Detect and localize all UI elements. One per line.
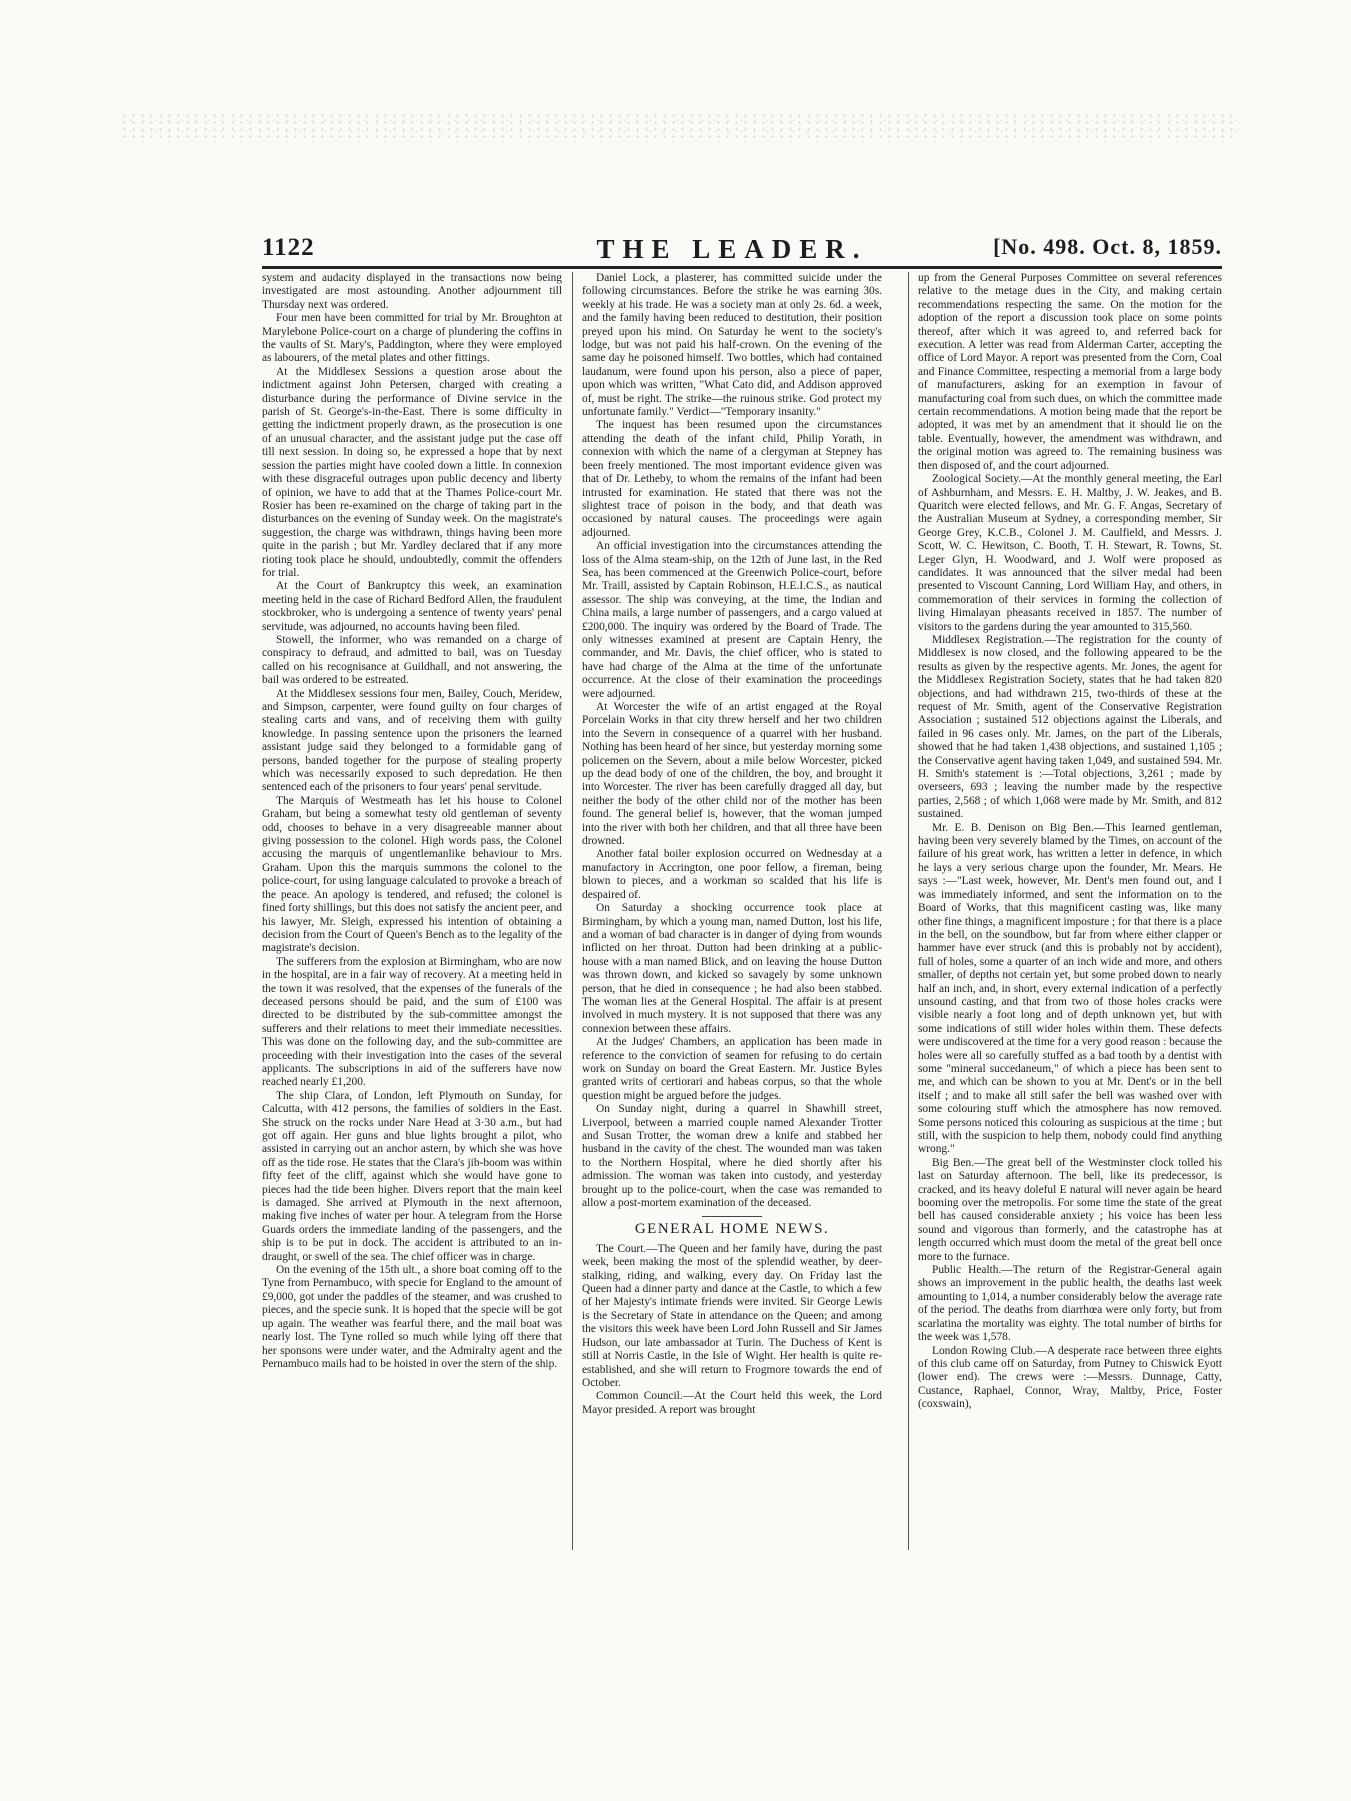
- article-paragraph: Public Health.—The return of the Registrar-General again shows an improvement in the public health, the deaths last week amounting to 1,014, a number considerably below the average rate of the period. The deaths from diarrhœa were only forty, but from scarlatina the mortality was eighty. The total number of births for the week was 1,578.: [918, 1264, 1222, 1344]
- article-paragraph: The Court.—The Queen and her family have, during the past week, been making the most of the splendid weather, by deer-stalking, riding, and walking, every day. On Friday last the Queen had a dinner party and dance at the Castle, to which a few of her Majesty's intimate friends were invited. Sir George Lewis is the Secretary of State in attendance on the Queen; and among the visitors this week have been Lord John Russell and Sir James Hudson, our late ambassador at Turin. The Duchess of Kent is still at Norris Castle, in the Isle of Wight. Her health is quite re-established, and she will return to Frogmore towards the end of October.: [582, 1242, 882, 1389]
- article-paragraph: Stowell, the informer, who was remanded on a charge of conspiracy to defraud, and admitted to bail, was on Tuesday called on his recognisance at Guildhall, and not answering, the bail was ordered to be estreated.: [262, 633, 562, 687]
- article-paragraph: Four men have been committed for trial by Mr. Broughton at Marylebone Police-court on a charge of plundering the coffins in the vaults of St. Mary's, Paddington, where they were employed as labourers, of the metal plates and other fittings.: [262, 312, 562, 365]
- article-paragraph: Mr. E. B. Denison on Big Ben.—This learned gentleman, having been very severely blamed by the Times, on account of the failure of his great work, has written a letter in defence, in which he lays a very serious charge upon the founder, Mr. Mears. He says :—"Last week, however, Mr. Dent's men found out, and I was immediately informed, and sent the information on to the Board of Works, that this magnificent casting was, like many other fine things, a magnificent imposture ; for that there is a place in the bell, on the soundbow, but far from where either clapper or hammer have ever struck (and this is probably not by accident), full of holes, some a quarter of an inch wide and more, and others smaller, of depths not certain yet, but some probed down to nearly half an inch, and, in short, every external indication of a perfectly unsound casting, and that from two of those holes cracks were visible nearly a foot long and of depth unknown yet, but with some indications of still wider holes within them. These defects were undiscovered at the time for a very good reason : because the holes were all so carefully stuffed as a bad tooth by a dentist with some "mineral succedaneum," of which a piece has been sent to me, and which can be shown to you at Mr. Dent's or in the bell itself ; and to make all still safer the bell was washed over with some colouring stuff which the atmosphere has now removed. Some persons noticed this colouring as suspicious at the time ; but still, with the suspicion to help them, nobody could find anything wrong.": [918, 821, 1222, 1156]
- column-2: [582, 272, 882, 1552]
- article-paragraph: Another fatal boiler explosion occurred on Wednesday at a manufactory in Accrington, one poor fellow, a fireman, being blown to pieces, and a workman so scalded that his life is despaired of.: [582, 848, 882, 901]
- article-paragraph: At Worcester the wife of an artist engaged at the Royal Porcelain Works in that city threw herself and her two children into the Severn in consequence of a quarrel with her husband. Nothing has been heard of her since, but yesterday morning some policemen on the Severn, about a mile below Worcester, picked up the dead body of one of the children, the boy, and brought it into Worcester. The river has been carefully dragged all day, but neither the body of the other child nor of the mother has been found. The general belief is, however, that the woman jumped into the river with both her children, and that all three have been drowned.: [582, 701, 882, 848]
- section-heading: GENERAL HOME NEWS.: [634, 1221, 830, 1238]
- article-paragraph: At the Judges' Chambers, an application has been made in reference to the conviction of seamen for refusing to do certain work on Sunday on board the Great Eastern. Mr. Justice Byles granted writs of certiorari and habeas corpus, so that the whole question might be argued before the judges.: [582, 1036, 882, 1102]
- header-rule: [262, 266, 1222, 269]
- article-paragraph: The ship Clara, of London, left Plymouth on Sunday, for Calcutta, with 412 persons, the families of soldiers in the East. She struck on the rocks under Nare Head at 3·30 a.m., but had got off again. Her guns and blue lights brought a pilot, who assisted in carrying out an anchor astern, by which she was hove off as the tide rose. He states that the Clara's jib-boom was within fifty feet of the cliff, against which she would have gone to pieces had the tide been higher. Divers report that the main keel is damaged. She arrived at Plymouth in the next afternoon, making five inches of water per hour. A telegram from the Horse Guards orders the immediate landing of the passengers, and the ship is to be put in dock. The accident is attributed to an in-draught, or swell of the sea. The chief officer was in charge.: [262, 1089, 562, 1263]
- article-paragraph: up from the General Purposes Committee on several references relative to the metage dues in the City, and making certain recommendations respecting the same. On the motion for the adoption of the report a discussion took place on some points thereof, after which it was agreed to, and referred back for execution. A letter was read from Alderman Carter, accepting the office of Lord Mayor. A report was presented from the Corn, Coal and Finance Committee, respecting a memorial from a large body of manufacturers, asking for an exemption in favour of manufacturing coal from such dues, on which the committee made certain recommendations. A motion being made that the report be adopted, it was met by an amendment that it should lie on the table. Eventually, however, the amendment was withdrawn, and the original motion was agreed to. The remaining business was then disposed of, and the court adjourned.: [918, 272, 1222, 472]
- article-paragraph: On Saturday a shocking occurrence took place at Birmingham, by which a young man, named Dutton, lost his life, and a woman of bad character is in danger of dying from wounds inflicted on her throat. Dutton had been drinking at a public-house with a man named Blick, and on leaving the house Dutton was thrown down, and kicked so savagely by some unknown person, that he died in consequence ; he had also been stabbed. The woman lies at the General Hospital. The affair is at present involved in much mystery. It is not supposed that there was any connexion between these affairs.: [582, 902, 882, 1035]
- article-paragraph: London Rowing Club.—A desperate race between three eights of this club came off on Saturday, from Putney to Chiswick Eyott (lower end). The crews were :—Messrs. Dunnage, Catty, Custance, Raphael, Connor, Wray, Maltby, Price, Foster (coxswain),: [918, 1344, 1222, 1411]
- column-divider: [908, 272, 909, 1550]
- column-3: [918, 272, 1222, 1552]
- article-paragraph: The sufferers from the explosion at Birmingham, who are now in the hospital, are in a fair way of recovery. At a meeting held in the town it was resolved, that the expenses of the funerals of the deceased persons should be paid, and the sum of £100 was directed to be distributed by the sub-committee amongst the sufferers and their relations to meet their immediate necessities. This was done on the following day, and the sub-committee are proceeding with their investigation into the cases of the several applicants. The subscriptions in aid of the sufferers have now reached nearly £1,200.: [262, 955, 562, 1089]
- article-paragraph: Middlesex Registration.—The registration for the county of Middlesex is now closed, and the following appeared to be the results as given by the respective agents. Mr. Jones, the agent for the Middlesex Registration Society, states that he had taken 820 objections, and had withdrawn 215, two-thirds of these at the request of Mr. Smith, agent of the Conservative Registration Association ; sustained 512 objections against the Liberals, and failed in 96 cases only. Mr. James, on the part of the Liberals, showed that he had taken 1,438 objections, and sustained 1,105 ; the Conservative agent having taken 1,049, and sustained 594. Mr. H. Smith's statement is :—Total objections, 3,261 ; made by overseers, 693 ; leaving the number made by the respective parties, 2,568 ; of which 1,068 were made by Mr. Smith, and 812 sustained.: [918, 633, 1222, 821]
- page-number: 1122: [262, 234, 315, 261]
- newspaper-title: THE LEADER.: [596, 234, 868, 264]
- masthead: [262, 234, 1222, 264]
- article-paragraph: Common Council.—At the Court held this week, the Lord Mayor presided. A report was brought: [582, 1390, 882, 1416]
- article-paragraph: Zoological Society.—At the monthly general meeting, the Earl of Ashburnham, and Messrs. E. H. Maltby, J. W. Jeakes, and B. Quaritch were elected fellows, and Mr. G. F. Angas, Secretary of the Australian Museum at Sydney, a corresponding member, Sir George Grey, K.C.B., Colonel J. M. Caulfield, and Messrs. J. Scott, W. C. Hewitson, C. Booth, T. H. Stewart, R. Towns, St. Leger Glyn, H. Woodward, and J. Wolf were proposed as candidates. It was announced that the silver medal had been presented to Viscount Canning, Lord William Hay, and others, in commemoration of their services in forming the collection of living Himalayan pheasants received in 1857. The number of visitors to the gardens during the year amounted to 315,560.: [918, 473, 1222, 633]
- article-paragraph: Daniel Lock, a plasterer, has committed suicide under the following circumstances. Before the strike he was earning 30s. weekly at his trade. He was a society man at only 2s. 6d. a week, and the family having been reduced to destitution, their position preyed upon his mind. On Saturday he went to the society's lodge, but was not paid his half-crown. On the evening of the same day he poisoned himself. Two bottles, which had contained laudanum, were found upon his person, also a piece of paper, upon which was written, "What Cato did, and Addison approved of, must be right. The strike—the ruinous strike. God protect my unfortunate family." Verdict—"Temporary insanity.": [582, 272, 882, 419]
- scan-noise-band: [120, 112, 1240, 138]
- article-paragraph: Big Ben.—The great bell of the Westminster clock tolled his last on Saturday afternoon. The bell, like its predecessor, is cracked, and its heavy doleful E natural will never again be heard booming over the metropolis. For some time the state of the great bell has caused considerable anxiety ; his voice has been less sound and vigorous than formerly, and the catastrophe has at length occurred which must doom the metal of the great bell once more to the furnace.: [918, 1156, 1222, 1263]
- section-separator: [702, 1216, 762, 1217]
- column-1: [262, 272, 562, 1552]
- article-paragraph: system and audacity displayed in the transactions now being investigated are most astounding. Another adjournment till Thursday next was ordered.: [262, 272, 562, 311]
- article-paragraph: An official investigation into the circumstances attending the loss of the Alma steam-ship, on the 12th of June last, in the Red Sea, has been commenced at the Greenwich Police-court, before Mr. Traill, assisted by Captain Robinson, H.E.I.C.S., as nautical assessor. The ship was conveying, at the time, the Indian and China mails, a large number of passengers, and a cargo valued at £200,000. The inquiry was ordered by the Board of Trade. The only witnesses examined at present are Captain Henry, the commander, and Mr. Davis, the chief officer, who is stated to have had charge of the Alma at the time of the unfortunate occurrence. At the close of their examination the proceedings were adjourned.: [582, 540, 882, 700]
- issue-date: [No. 498. Oct. 8, 1859.: [993, 234, 1222, 259]
- article-paragraph: The inquest has been resumed upon the circumstances attending the death of the infant child, Philip Yorath, in connexion with which the name of a clergyman at Stepney has been freely mentioned. The most important evidence given was that of Dr. Letheby, to whom the remains of the infant had been intrusted for examination. He stated that there was not the slightest trace of poison in the body, and that death was occasioned by natural causes. The proceedings were again adjourned.: [582, 419, 882, 539]
- article-paragraph: At the Court of Bankruptcy this week, an examination meeting held in the case of Richard Bedford Allen, the fraudulent stockbroker, who is undergoing a sentence of twenty years' penal servitude, was adjourned, no accounts having been filed.: [262, 580, 562, 633]
- article-paragraph: On Sunday night, during a quarrel in Shawhill street, Liverpool, between a married couple named Alexander Trotter and Susan Trotter, the woman drew a knife and stabbed her husband in the cavity of the chest. The wounded man was taken to the Northern Hospital, where he died shortly after his admission. The woman was taken into custody, and yesterday brought up to the police-court, when the case was remanded to allow a post-mortem examination of the deceased.: [582, 1103, 882, 1210]
- article-paragraph: The Marquis of Westmeath has let his house to Colonel Graham, but being a somewhat testy old gentleman of seventy odd, chooses to behave in a very disagreeable manner about giving possession to the colonel. High words pass, the Colonel accusing the marquis of ungentlemanlike behaviour to Mrs. Graham. Upon this the marquis summons the colonel to the police-court, for using language calculated to provoke a breach of the peace. An apology is tendered, and refused; the colonel is fined forty shillings, but this does not satisfy the ancient peer, and his lawyer, Mr. Sleigh, expressed his intention of obtaining a decision from the Court of Queen's Bench as to the legality of the magistrate's decision.: [262, 794, 562, 955]
- article-paragraph: At the Middlesex sessions four men, Bailey, Couch, Meridew, and Simpson, carpenter, were found guilty on four charges of stealing carts and vans, and of receiving them with guilty knowledge. In passing sentence upon the prisoners the learned assistant judge said they belonged to a formidable gang of persons, banded together for the purpose of stealing property which was necessarily exposed to such depredation. He then sentenced each of the prisoners to four years' penal servitude.: [262, 687, 562, 794]
- column-divider: [572, 272, 573, 1550]
- article-paragraph: At the Middlesex Sessions a question arose about the indictment against John Petersen, charged with creating a disturbance during the performance of Divine service in the parish of St. George's-in-the-East. There is some difficulty in getting the indictment properly drawn, as the prosecution is one of an unusual character, and the assistant judge put the case off till next session. In doing so, he expressed a hope that by next session the parties might have cooled down a little. In connexion with these disgraceful outrages upon public decency and liberty of opinion, we have to add that at the Thames Police-court Mr. Rosier has been re-examined on the charge of taking part in the disturbances on the evening of Sunday week. On the magistrate's suggestion, the charge was withdrawn, things having been more quite in the parish ; but Mr. Yardley declared that if any more rioting took place he should, undoubtedly, commit the offenders for trial.: [262, 365, 562, 579]
- article-paragraph: On the evening of the 15th ult., a shore boat coming off to the Tyne from Pernambuco, with specie for England to the amount of £9,000, got under the paddles of the steamer, and was crushed to pieces, and the specie sunk. It is hoped that the specie will be got up again. The weather was fearful there, and the mail boat was nearly lost. The Tyne rolled so much while lying off there that her sponsons were under water, and the Admiralty agent and the Pernambuco mails had to be hoisted in over the stern of the ship.: [262, 1264, 562, 1370]
